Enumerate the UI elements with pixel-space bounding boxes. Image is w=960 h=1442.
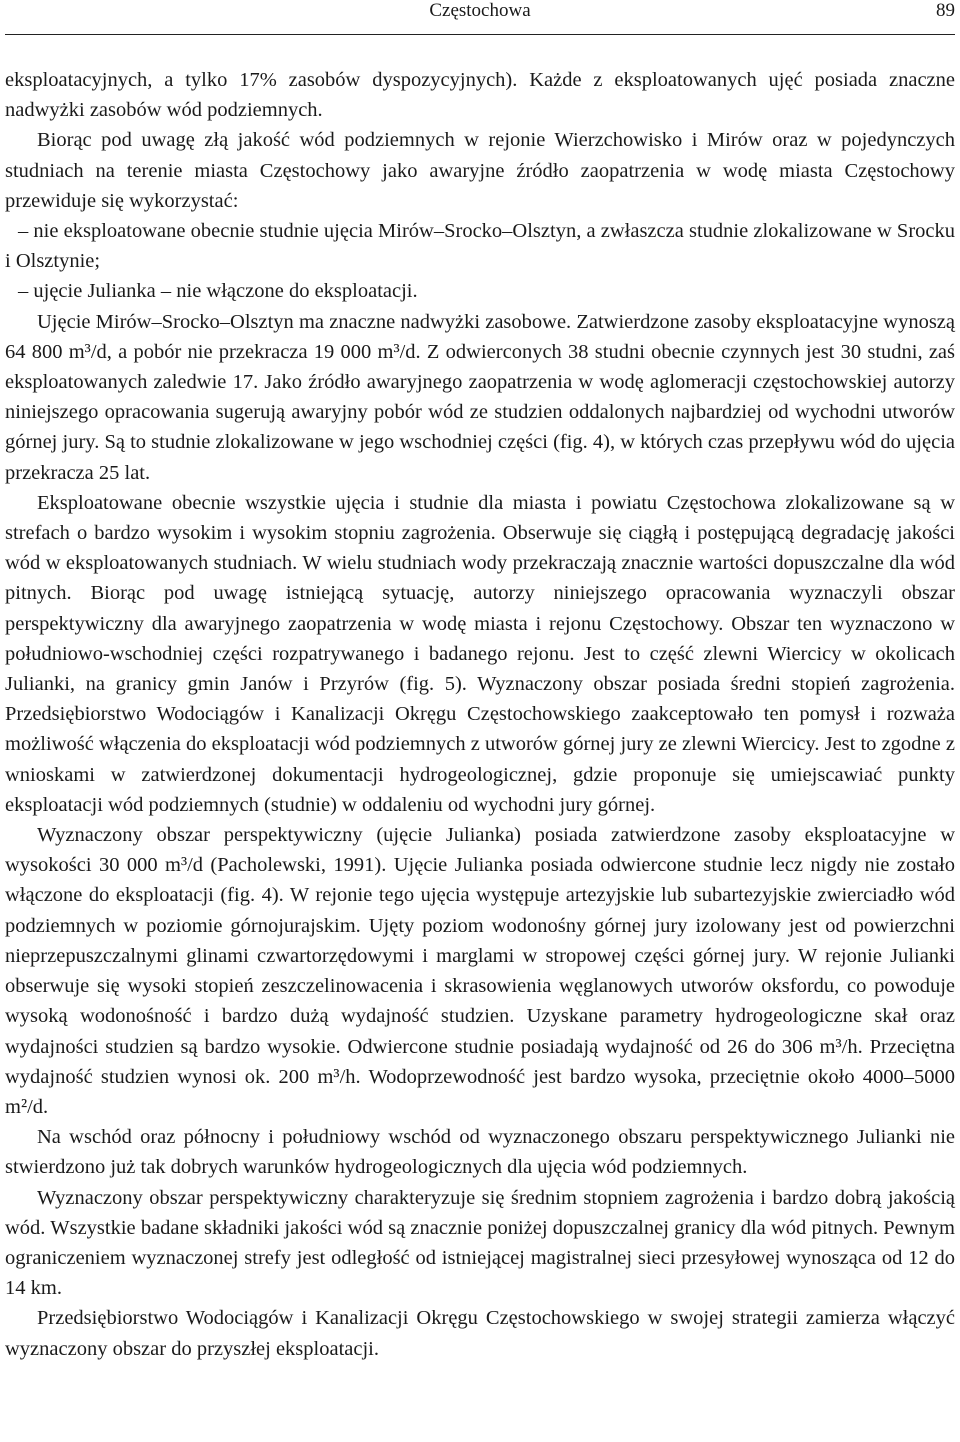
list-item: – nie eksploatowane obecnie studnie ujęcia Mirów–Srocko–Olsztyn, a zwłaszcza studnie zlokalizowane w Srocku i Olsztynie;: [5, 220, 955, 273]
page-header: [5, 0, 955, 35]
paragraph: Eksploatowane obecnie wszystkie ujęcia i studnie dla miasta i powiatu Częstochowa zlokalizowane są w strefach o bardzo wysokim i wysokim stopniu zagrożenia. Obserwuje się ciągłą i postępującą degradację jakości wód w eksploatowanych studniach. W wielu studniach wody przekraczają znacznie wartości dopuszczalne dla wód pitnych. Biorąc pod uwagę istniejącą sytuację, autorzy niniejszego opracowania wyznaczyli obszar perspektywiczny dla awaryjnego zaopatrzenia w wodę miasta i rejonu Częstochowy. Obszar ten wyznaczono w południowo-wschodniej części rozpatrywanego i badanego rejonu. Jest to część zlewni Wiercicy w okolicach Julianki, na granicy gmin Janów i Przyrów (fig. 5). Wyznaczony obszar posiada średni stopień zagrożenia. Przedsiębiorstwo Wodociągów i Kanalizacji Okręgu Częstochowskiego zaakceptowało ten pomysł i rozważa możliwość włączenia do eksploatacji wód podziemnych z utworów górnej jury ze zlewni Wiercicy. Jest to zgodne z wnioskami w zatwierdzonej dokumentacji hydrogeologicznej, gdzie proponuje się umiejscawiać punkty eksploatacji wód podziemnych (studnie) w oddaleniu od wychodni jury górnej.: [5, 491, 955, 816]
paragraph: Przedsiębiorstwo Wodociągów i Kanalizacji Okręgu Częstochowskiego w swojej strategii zamierza włączyć wyznaczony obszar do przyszłej eksploatacji.: [5, 1307, 955, 1360]
body-text: [5, 65, 955, 1364]
paragraph: Biorąc pod uwagę złą jakość wód podziemnych w rejonie Wierzchowisko i Mirów oraz w pojedynczych studniach na terenie miasta Częstochowy jako awaryjne źródło zaopatrzenia w wodę miasta Częstochowy przewiduje się wykorzystać:: [5, 129, 955, 212]
page-number: 89: [936, 0, 955, 21]
paragraph: eksploatacyjnych, a tylko 17% zasobów dyspozycyjnych). Każde z eksploatowanych ujęć posiada znaczne nadwyżki zasobów wód podziemnych.: [5, 69, 955, 122]
paragraph: Ujęcie Mirów–Srocko–Olsztyn ma znaczne nadwyżki zasobowe. Zatwierdzone zasoby eksploatacyjne wynoszą 64 800 m³/d, a pobór nie przekracza 19 000 m³/d. Z odwierconych 38 studni obecnie czynnych jest 30 studni, zaś eksploatowanych zaledwie 17. Jako źródło awaryjnego zaopatrzenia w wodę aglomeracji częstochowskiej autorzy niniejszego opracowania sugerują awaryjny pobór wód ze studzien oddalonych najbardziej od wychodni utworów górnej jury. Są to studnie zlokalizowane w jego wschodniej części (fig. 4), w których czas przepływu wód do ujęcia przekracza 25 lat.: [5, 310, 955, 484]
running-title: Częstochowa: [429, 0, 531, 21]
paragraph: Na wschód oraz północny i południowy wschód od wyznaczonego obszaru perspektywicznego Julianki nie stwierdzono już tak dobrych warunków hydrogeologicznych dla ujęcia wód podziemnych.: [5, 1126, 955, 1179]
paragraph: Wyznaczony obszar perspektywiczny charakteryzuje się średnim stopniem zagrożenia i bardzo dobrą jakością wód. Wszystkie badane składniki jakości wód są znacznie poniżej dopuszczalnej granicy dla wód pitnych. Pewnym ograniczeniem wyznaczonej strefy jest odległość od istniejącej magistralnej sieci przesyłowej wynosząca od 12 do 14 km.: [5, 1186, 955, 1300]
paragraph: Wyznaczony obszar perspektywiczny (ujęcie Julianka) posiada zatwierdzone zasoby eksploatacyjne w wysokości 30 000 m³/d (Pacholewski, 1991). Ujęcie Julianka posiada odwiercone studnie lecz nigdy nie zostało włączone do eksploatacji (fig. 4). W rejonie tego ujęcia występuje artezyjskie lub subartezyjskie zwierciadło wód podziemnych w poziomie górnojurajskim. Ujęty poziom wodonośny górnej jury izolowany jest od powierzchni nieprzepuszczalnymi glinami czwartorzędowymi i marglami w stropowej części górnej jury. W rejonie Julianki obserwuje się wysoki stopień zeszczelinowacenia i skrasowienia węglanowych utworów oksfordu, co powoduje wysoką wodonośność i bardzo dużą wydajność studzien. Uzyskane parametry hydrogeologiczne skał oraz wydajności studzien są bardzo wysokie. Odwiercone studnie posiadają wydajność od 26 do 306 m³/h. Przeciętna wydajność studzien wynosi ok. 200 m³/h. Wodoprzewodność jest bardzo wysoka, przeciętnie około 4000–5000 m²/d.: [5, 824, 955, 1118]
list-item: – ujęcie Julianka – nie włączone do eksploatacji.: [18, 280, 418, 303]
